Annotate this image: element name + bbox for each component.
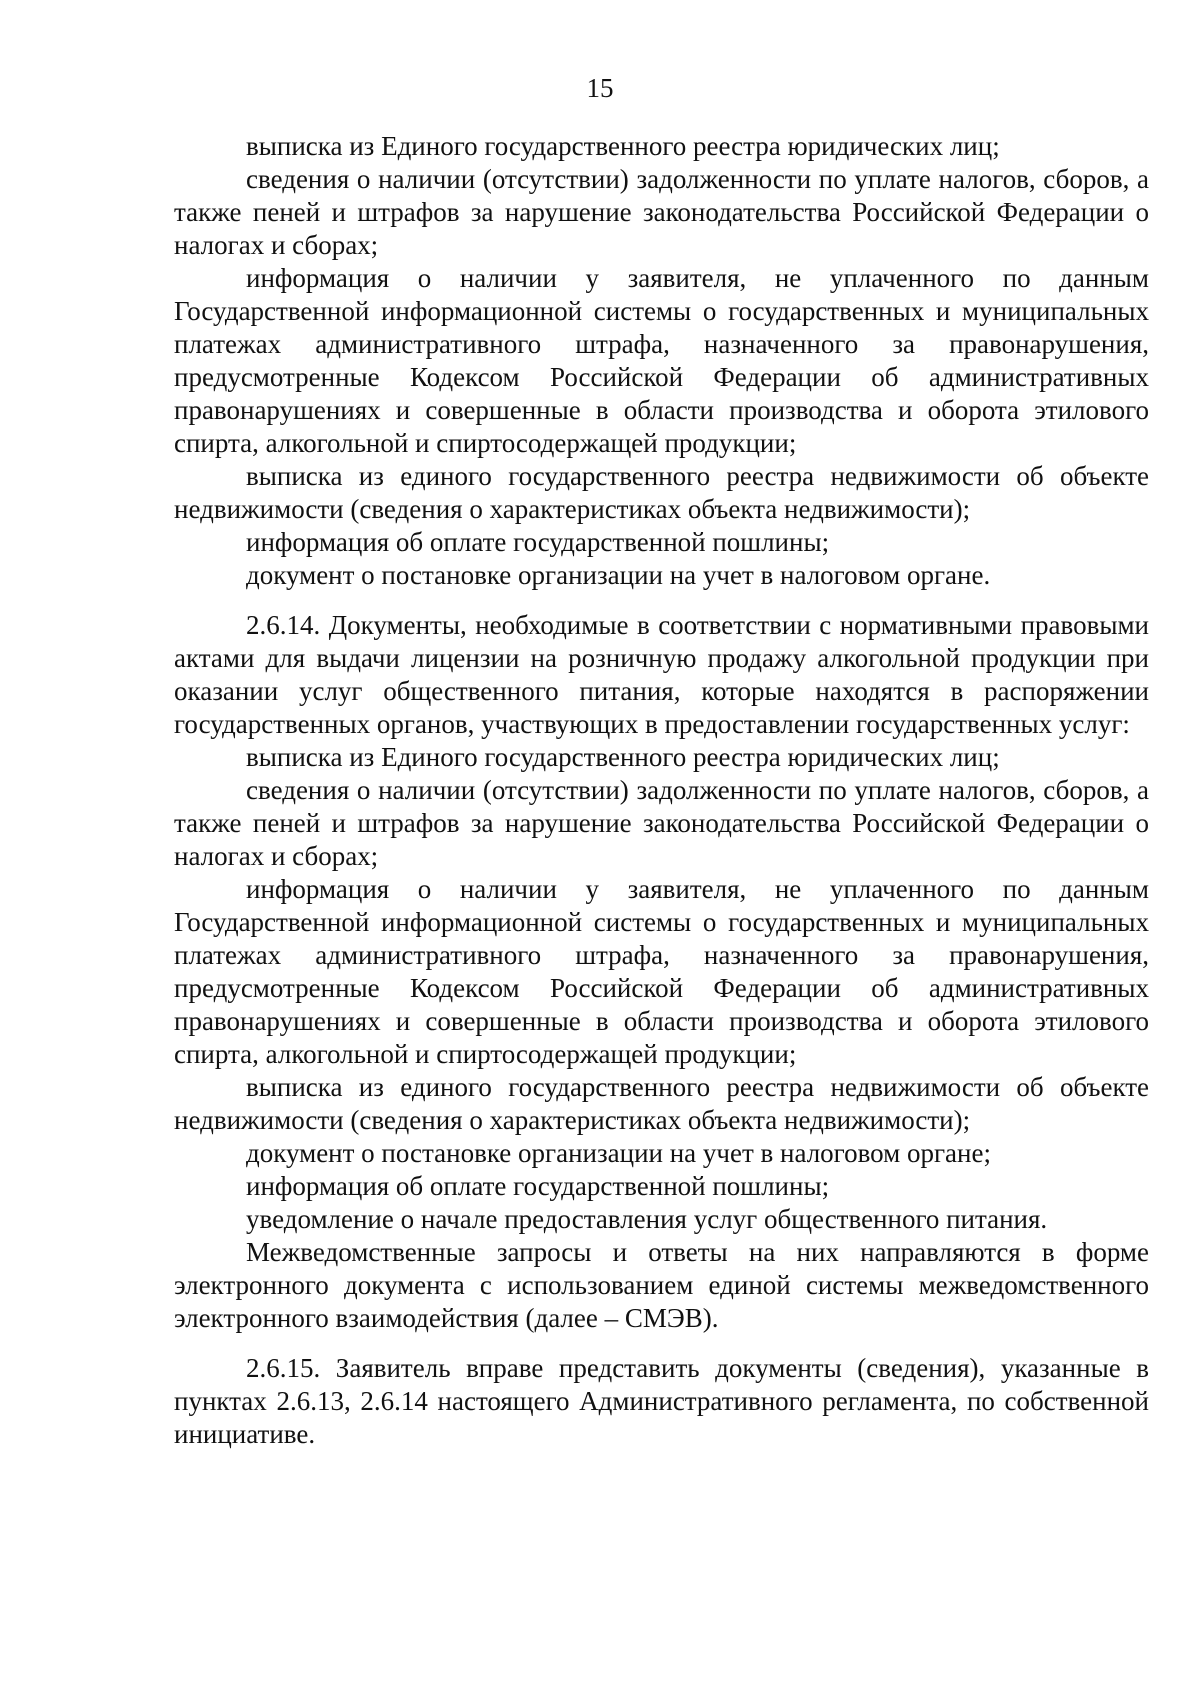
- page-number: 15: [586, 73, 614, 103]
- paragraph-state-fee-info: информация об оплате государственной пошлины;: [246, 527, 830, 557]
- paragraph-admin-fine-info: информация о наличии у заявителя, не уплаченного по данным Государственной информационной системы о государственных и муниципальных платежах административного штрафа, назначенного за правонарушения, предусмотренные Кодексом Российской Федерации об административных правонарушениях и совершенные в области производства и оборота этилового спирта, алкогольной и спиртосодержащей продукции;: [174, 263, 1149, 458]
- paragraph-tax-debt-info: сведения о наличии (отсутствии) задолженности по уплате налогов, сборов, а также пеней и штрафов за нарушение законодательства Российской Федерации о налогах и сборах;: [174, 164, 1149, 260]
- clause-2-6-14: 2.6.14. Документы, необходимые в соответствии с нормативными правовыми актами для выдачи лицензии на розничную продажу алкогольной продукции при оказании услуг общественного питания, которые находятся в распоряжении государственных органов, участвующих в предоставлении государственных услуг:: [174, 610, 1149, 739]
- paragraph-egrn-extract: выписка из единого государственного реестра недвижимости об объекте недвижимости (сведения о характеристиках объекта недвижимости);: [174, 1072, 1149, 1135]
- paragraph-egrn-extract: выписка из единого государственного реестра недвижимости об объекте недвижимости (сведения о характеристиках объекта недвижимости);: [174, 461, 1149, 524]
- document-body: [174, 130, 1149, 1451]
- paragraph-admin-fine-info: информация о наличии у заявителя, не уплаченного по данным Государственной информационной системы о государственных и муниципальных платежах административного штрафа, назначенного за правонарушения, предусмотренные Кодексом Российской Федерации об административных правонарушениях и совершенные в области производства и оборота этилового спирта, алкогольной и спиртосодержащей продукции;: [174, 874, 1149, 1069]
- paragraph-catering-notice: уведомление о начале предоставления услуг общественного питания.: [246, 1204, 1048, 1234]
- paragraph-tax-debt-info: сведения о наличии (отсутствии) задолженности по уплате налогов, сборов, а также пеней и штрафов за нарушение законодательства Российской Федерации о налогах и сборах;: [174, 775, 1149, 871]
- paragraph-smev-requests: Межведомственные запросы и ответы на них направляются в форме электронного документа с использованием единой системы межведомственного электронного взаимодействия (далее – СМЭВ).: [174, 1237, 1149, 1333]
- paragraph-tax-registration: документ о постановке организации на учет в налоговом органе.: [246, 560, 991, 590]
- paragraph-state-fee-info: информация об оплате государственной пошлины;: [246, 1171, 830, 1201]
- paragraph-egrul-extract: выписка из Единого государственного реестра юридических лиц;: [246, 742, 1000, 772]
- paragraph-egrul-extract: выписка из Единого государственного реестра юридических лиц;: [246, 131, 1000, 161]
- clause-2-6-15: 2.6.15. Заявитель вправе представить документы (сведения), указанные в пунктах 2.6.13, 2.6.14 настоящего Административного регламента, по собственной инициативе.: [174, 1353, 1149, 1449]
- paragraph-tax-registration: документ о постановке организации на учет в налоговом органе;: [246, 1138, 991, 1168]
